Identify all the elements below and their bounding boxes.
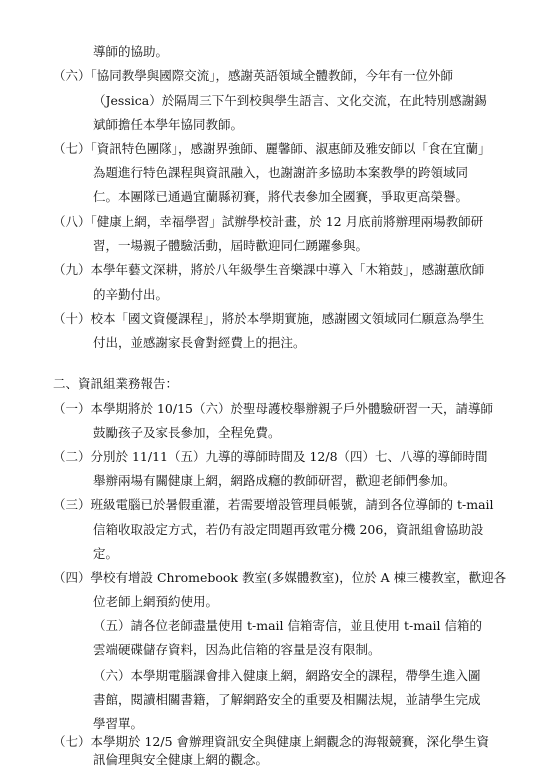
text-line: 位老師上網預約使用。: [93, 594, 219, 609]
text-line: 訊倫理與安全健康上網的觀念。: [93, 752, 269, 767]
text-line: 斌師擔任本學年協同教師。: [93, 117, 244, 132]
text-line: 習，一場親子體驗活動，屆時歡迎同仁踴躍參與。: [93, 238, 369, 253]
text-line: （七）本學期於 12/5 會辦理資訊安全與健康上網觀念的海報競賽，深化學生資: [53, 734, 490, 749]
text-line: （四）學校有增設 Chromebook 教室(多媒體教室)，位於 A 棟三樓教室，歡迎各: [53, 570, 507, 585]
text-line: 付出，並感謝家長會對經費上的挹注。: [93, 335, 306, 350]
text-line: 信箱收取設定方式，若仍有設定問題再致電分機 206，資訊組會協助設: [93, 522, 484, 537]
text-line: （五）請各位老師盡量使用 t-mail 信箱寄信，並且使用 t-mail 信箱的: [93, 618, 482, 633]
text-line: （六）本學期電腦課會排入健康上網，網路安全的課程，帶學生進入圖: [93, 668, 481, 683]
text-line: 仁。本團隊已通過宜蘭縣初賽，將代表參加全國賽，爭取更高榮譽。: [93, 189, 469, 204]
text-line: 舉辦兩場有關健康上網，網路成癮的教師研習，歡迎老師們參加。: [93, 473, 456, 488]
text-line: （八）「健康上網，幸福學習」試辦學校計畫，於 12 月底前將辦理兩場教師研: [53, 214, 484, 229]
text-line: （九）本學年藝文深耕，將於八年級學生音樂課中導入「木箱鼓」，感謝蕙欣師: [53, 262, 485, 277]
text-line: 雲端硬碟儲存資料，因為此信箱的容量是沒有限制。: [93, 642, 381, 657]
text-line: （二）分別於 11/11（五）九導的導師時間及 12/8（四）七、八導的導師時間: [53, 449, 488, 464]
text-line: （三）班級電腦已於暑假重灌，若需要增設管理員帳號，請到各位導師的 t-mail: [53, 497, 494, 512]
text-line: （十）校本「國文資優課程」，將於本學期實施，感謝國文領域同仁願意為學生: [53, 311, 485, 326]
text-line: 定。: [93, 546, 119, 561]
text-line: 書館，閱讀相關書籍，了解網路安全的重要及相關法規，並請學生完成: [93, 692, 481, 707]
text-line: （Jessica）於隔周三下午到校與學生語言、文化交流，在此特別感謝錫: [93, 93, 487, 108]
text-line: 鼓勵孩子及家長參加，全程免費。: [93, 425, 281, 440]
text-line: 學習單。: [93, 716, 144, 731]
text-line: 導師的協助。: [93, 44, 169, 59]
text-line: 的辛勤付出。: [93, 287, 169, 302]
text-line: （一）本學期將於 10/15（六）於聖母護校舉辦親子戶外體驗研習一天，請導師: [53, 401, 493, 416]
text-line: 為題進行特色課程與資訊融入，也謝謝許多協助本案教學的跨領域同: [93, 165, 469, 180]
text-line: （七）「資訊特色團隊」，感謝界強師、麗馨師、淑惠師及雅安師以「食在宜蘭」: [53, 141, 491, 156]
text-line: （六）「協同教學與國際交流」，感謝英語領域全體教師，今年有一位外師: [53, 68, 454, 83]
section-heading: 二、資訊組業務報告：: [53, 376, 179, 391]
